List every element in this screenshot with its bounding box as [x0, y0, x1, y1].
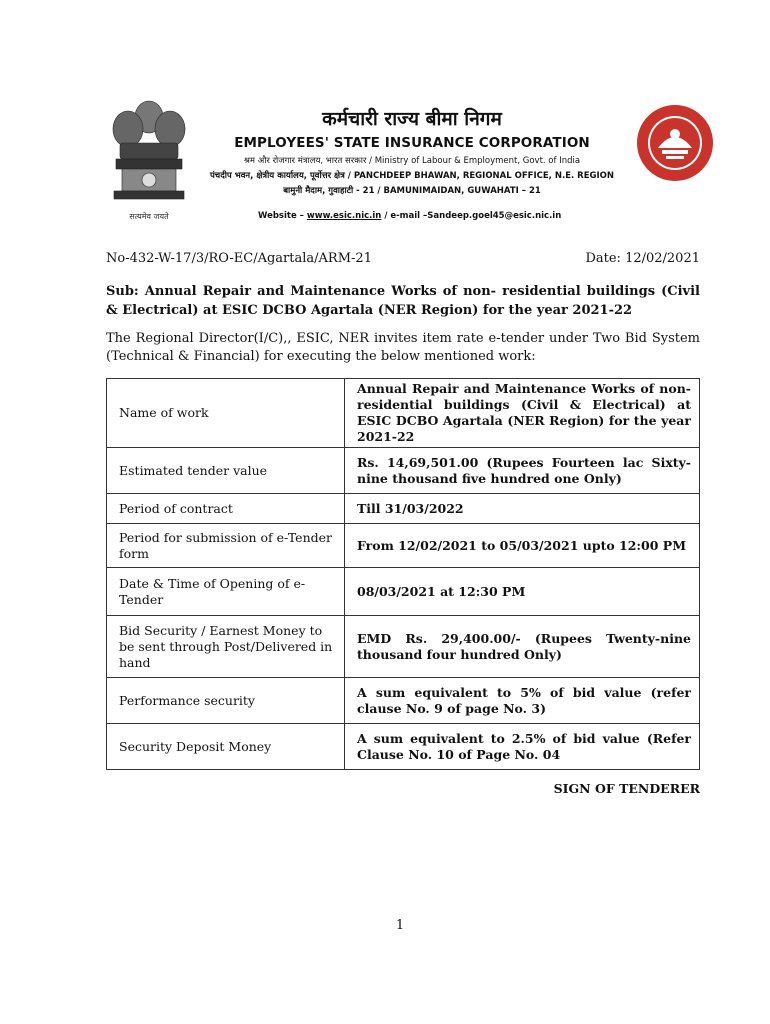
row-value: A sum equivalent to 5% of bid value (refer clause No. 9 of page No. 3): [345, 678, 700, 724]
org-title-english: EMPLOYEES' STATE INSURANCE CORPORATION: [234, 135, 590, 151]
sign-of-tenderer: SIGN OF TENDERER: [553, 781, 700, 796]
row-label: Security Deposit Money: [107, 724, 345, 770]
org-title-hindi: कर्मचारी राज्य बीमा निगम: [322, 108, 502, 130]
page-number: 1: [395, 918, 405, 933]
row-label: Performance security: [107, 678, 345, 724]
row-value: A sum equivalent to 2.5% of bid value (Refer Clause No. 10 of Page No. 04: [345, 724, 700, 770]
row-label: Date & Time of Opening of e-Tender: [107, 568, 345, 616]
row-label: Bid Security / Earnest Money to be sent through Post/Delivered in hand: [107, 616, 345, 678]
tender-details-table: [106, 378, 700, 770]
ministry-line: श्रम और रोजगार मंत्रालय, भारत सरकार / Ministry of Labour & Employment, Govt. of India: [243, 156, 581, 166]
website-link[interactable]: www.esic.nic.in: [306, 211, 382, 221]
contact-line: [258, 211, 561, 221]
reference-number: No-432-W-17/3/RO-EC/Agartala/ARM-21: [106, 251, 372, 266]
national-emblem-icon: [106, 95, 192, 207]
address-line: बामुनी मैदाम, गुवाहाटी - 21 / BAMUNIMAIDAN, GUWAHATI – 21: [283, 186, 541, 196]
website-prefix: Website –: [258, 211, 307, 221]
table-row: [107, 379, 700, 448]
table-row: [107, 724, 700, 770]
row-label: Name of work: [107, 379, 345, 448]
table-row: [107, 568, 700, 616]
table-row: [107, 678, 700, 724]
row-value: EMD Rs. 29,400.00/- (Rupees Twenty-nine thousand four hundred Only): [345, 616, 700, 678]
row-value: Annual Repair and Maintenance Works of non-residential buildings (Civil & Electrical) at ESIC DCBO Agartala (NER Region) for the year 2021-22: [345, 379, 700, 448]
letter-date: Date: 12/02/2021: [585, 251, 700, 266]
emblem-motto: सत्यमेव जयते: [129, 212, 169, 221]
row-label: Estimated tender value: [107, 448, 345, 494]
row-value: From 12/02/2021 to 05/03/2021 upto 12:00 PM: [345, 524, 700, 568]
table-row: [107, 494, 700, 524]
row-value: Till 31/03/2022: [345, 494, 700, 524]
subject: Sub: Annual Repair and Maintenance Works of non- residential buildings (Civil & Electrical) at ESIC DCBO Agartala (NER Region) for the year 2021-22: [106, 284, 700, 318]
email-text: / e-mail –Sandeep.goel45@esic.nic.in: [381, 211, 562, 221]
office-line: पंचदीप भवन, क्षेत्रीय कार्यालय, पूर्वोत्तर क्षेत्र / PANCHDEEP BHAWAN, REGIONAL OFFICE, N.E. REGION: [209, 171, 615, 181]
row-label: Period of contract: [107, 494, 345, 524]
reference-line: [106, 251, 700, 266]
letterhead: [196, 106, 628, 199]
table-row: [107, 616, 700, 678]
table-row: [107, 448, 700, 494]
row-value: Rs. 14,69,501.00 (Rupees Fourteen lac Sixty-nine thousand five hundred one Only): [345, 448, 700, 494]
table-row: [107, 524, 700, 568]
row-label: Period for submission of e-Tender form: [107, 524, 345, 568]
row-value: 08/03/2021 at 12:30 PM: [345, 568, 700, 616]
intro-paragraph: The Regional Director(I/C),, ESIC, NER invites item rate e-tender under Two Bid System (Technical & Financial) for executing the below mentioned work:: [106, 331, 700, 364]
esic-logo-icon: [636, 104, 714, 182]
